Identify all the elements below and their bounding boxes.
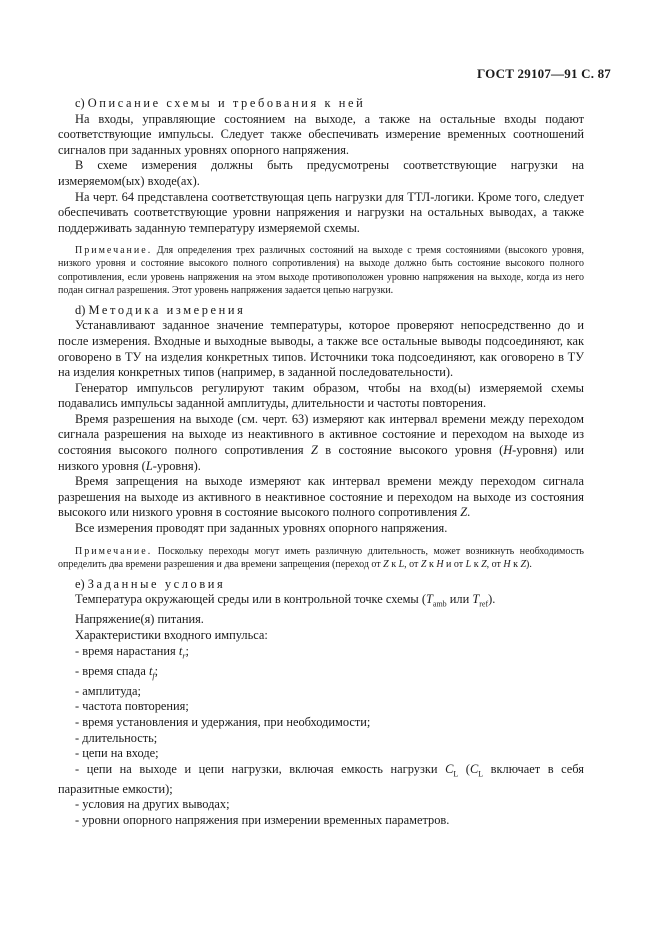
section-label: с) — [75, 96, 85, 110]
list-item: Температура окружающей среды или в контрольной точке схемы ($T_{amb}$ или $T_{ref}$). — [75, 592, 496, 609]
paragraph: Устанавливают заданное значение температуры, которое проверяют непосредственно до и после измерения. Входные и выходные выводы, а также все остальные выводы подсоединяют, как оговорено в ТУ на изделия конкретных типов. Источники тока подсоединяют, как оговорено в ТУ на изделия конкретных типов (например, в заданной последовательности). — [58, 318, 584, 380]
page-content — [58, 96, 584, 829]
paragraph: Генератор импульсов регулируют таким образом, чтобы на вход(ы) измеряемой схемы подавались импульсы заданной амплитуды, длительности и частоты повторения. — [58, 380, 584, 411]
list-item: - частота повторения; — [75, 699, 189, 714]
paragraph: Время запрещения на выходе измеряют как интервал времени между переходом сигнала разрешения на выходе из активного в неактивное состояние и переходом на выходе из состояния высокого или низкого уровня в состояние высокого полного сопротивления Z. — [58, 474, 584, 520]
list-item: - время установления и удержания, при необходимости; — [75, 714, 371, 729]
section-label: е) — [75, 576, 85, 591]
note-label: Примечание. — [75, 545, 153, 557]
list-item: Характеристики входного импульса: — [75, 628, 268, 643]
note: Примечание. Поскольку переходы могут иметь различную длительность, может возникнуть необходимость определить два времени разрешения и два времени запрещения (переход от Z к L, от Z к H и от L к Z, от H к Z). — [58, 545, 584, 570]
paragraph: В схеме измерения должны быть предусмотрены соответствующие нагрузки на измеряемом(ых) входе(ах). — [58, 158, 584, 188]
section-title: Методика измерения — [88, 302, 246, 317]
section-label: d) — [75, 302, 86, 317]
paragraph: Все измерения проводят при заданных уровнях опорного напряжения. — [75, 521, 448, 536]
section-c-heading — [58, 96, 584, 112]
list-item: - время нарастания $t_r$; — [75, 643, 189, 661]
list-item: - уровни опорного напряжения при измерении временных параметров. — [75, 813, 450, 827]
section-d-heading — [58, 303, 584, 319]
section-title: Заданные условия — [87, 576, 226, 591]
list-item: - время спада $t_f$; — [75, 663, 159, 681]
paragraph: Время разрешения на выходе (см. черт. 63) измеряют как интервал времени между переходом сигнала разрешения на выходе из неактивного в активное состояние и переходом на выходе из состояния высокого полного сопротивления Z в состояние высокого уровня (H-уровня) или низкого уровня (L-уровня). — [58, 411, 585, 473]
note-text: Для определения трех различных состояний на выходе с тремя состояниями (высокого уровня, низкого уровня и состояние высокого полного сопротивления) на выходе должно быть состояние высокого полного сопротивления, если уровень напряжения на этом выходе противоположен уровню напряжения на выходе, когда из него подан сигнал разрешения. Этот уровень напряжения задается цепью нагрузки. — [58, 245, 585, 296]
section-e-heading — [58, 577, 584, 593]
note-label: Примечание. — [75, 245, 153, 257]
section-title: Описание схемы и требования к ней — [87, 96, 366, 110]
list-item: - цепи на выходе и цепи нагрузки, включая емкость нагрузки $C_L$ ($C_L$ включает в себя паразитные емкости); — [58, 761, 584, 796]
paragraph: На черт. 64 представлена соответствующая цепь нагрузки для ТТЛ-логики. Кроме того, следует обеспечивать соответствующие уровни напряжения и нагрузки на остальных выводах, а также поддерживать заданную температуру измеряемой схемы. — [58, 189, 584, 235]
page-header: ГОСТ 29107—91 С. 87 — [477, 66, 611, 81]
list-item: Напряжение(я) питания. — [75, 612, 204, 627]
list-item: - амплитуда; — [75, 683, 141, 698]
list-item: - длительность; — [75, 730, 158, 745]
note — [58, 244, 584, 296]
list-item: - цепи на входе; — [75, 746, 159, 761]
list-item: - условия на других выводах; — [75, 797, 230, 812]
paragraph: На входы, управляющие состоянием на выходе, а также на остальные входы подают соответствующие импульсы. Следует также обеспечивать измерение временных соотношений сигналов при заданных уровнях опорного напряжения. — [58, 111, 584, 157]
